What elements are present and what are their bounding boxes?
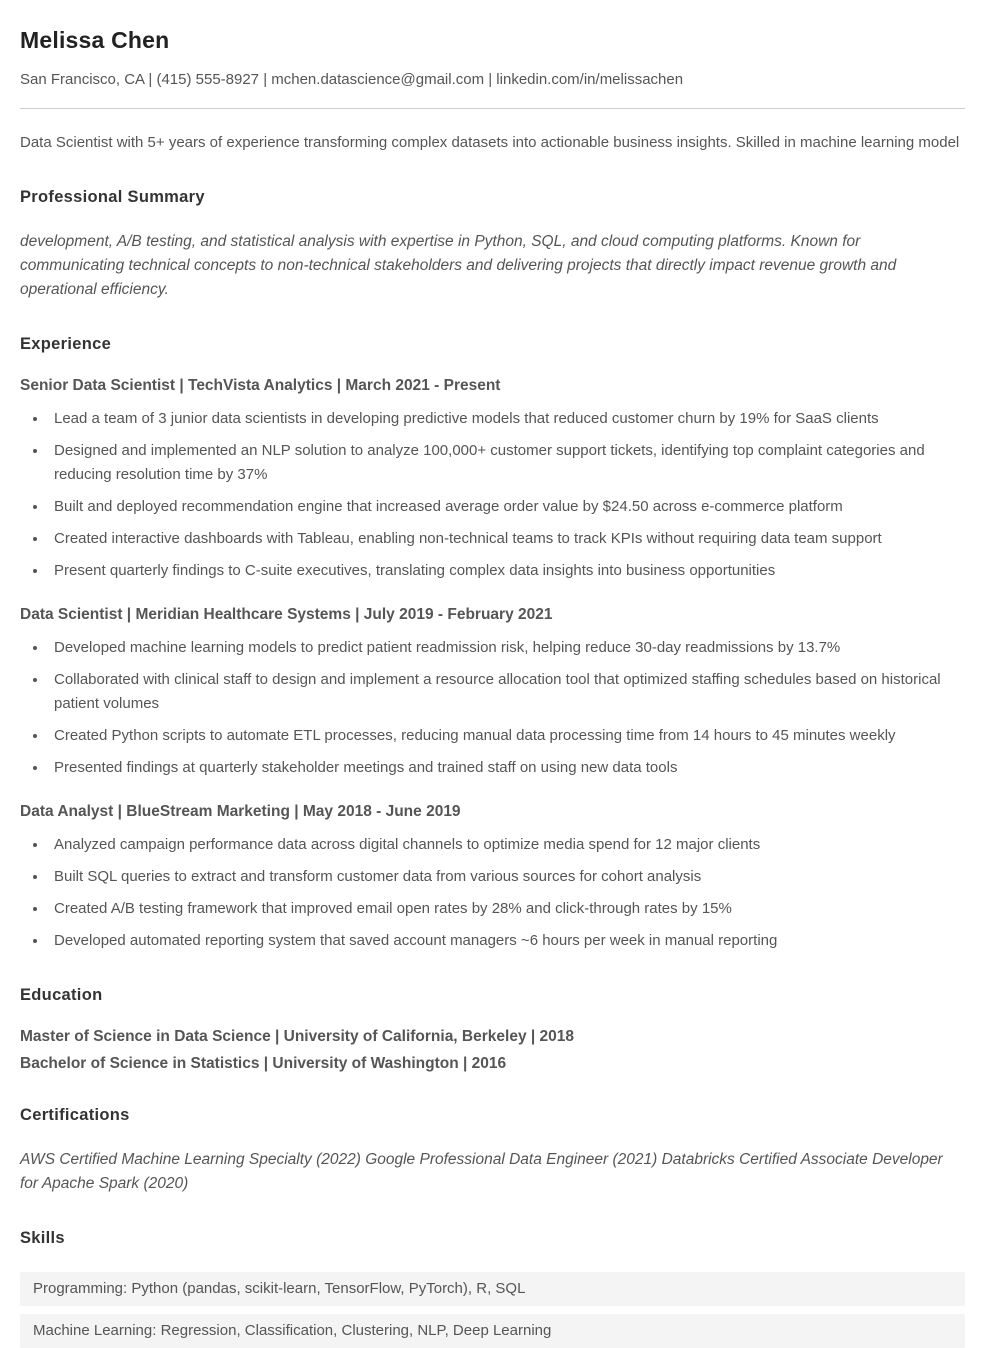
section-title-skills: Skills — [20, 1229, 65, 1247]
section-title-experience: Experience — [20, 335, 112, 353]
job-bullet-list — [20, 407, 965, 583]
job-bullet: • Created Python scripts to automate ETL processes, reducing manual data processing time from 14 hours to 45 minutes weekly — [48, 724, 965, 748]
job-bullet: • Presented findings at quarterly stakeholder meetings and trained staff on using new data tools — [48, 756, 965, 780]
header-divider — [20, 108, 965, 109]
job-heading: Senior Data Scientist | TechVista Analytics | March 2021 - Present — [20, 377, 501, 394]
job-bullet: • Analyzed campaign performance data across digital channels to optimize media spend for 12 major clients — [48, 833, 965, 857]
degree-line: Bachelor of Science in Statistics | University of Washington | 2016 — [20, 1055, 507, 1072]
skills-list — [20, 1272, 965, 1348]
job-bullet: • Built and deployed recommendation engine that increased average order value by $24.50 across e-commerce platform — [48, 495, 965, 519]
section-title-education: Education — [20, 986, 103, 1004]
job-bullet-list — [20, 833, 965, 953]
section-title-certifications: Certifications — [20, 1106, 130, 1124]
contact-info: San Francisco, CA | (415) 555-8927 | mchen.datascience@gmail.com | linkedin.com/in/melissachen — [20, 71, 684, 88]
job-bullet: • Lead a team of 3 junior data scientists in developing predictive models that reduced customer churn by 19% for SaaS clients — [48, 407, 965, 431]
job-bullet-list — [20, 636, 965, 780]
job-bullet: • Developed automated reporting system that saved account managers ~6 hours per week in manual reporting — [48, 929, 965, 953]
job-bullet: • Built SQL queries to extract and transform customer data from various sources for cohort analysis — [48, 865, 965, 889]
job-bullet: • Present quarterly findings to C-suite executives, translating complex data insights into business opportunities — [48, 559, 965, 583]
intro-paragraph: Data Scientist with 5+ years of experience transforming complex datasets into actionable business insights. Skilled in machine learning model — [20, 134, 960, 151]
skill-row: Machine Learning: Regression, Classification, Clustering, NLP, Deep Learning — [20, 1314, 965, 1348]
skill-row: Programming: Python (pandas, scikit-learn, TensorFlow, PyTorch), R, SQL — [20, 1272, 965, 1306]
professional-summary-text: development, A/B testing, and statistical analysis with expertise in Python, SQL, and cloud computing platforms. Known for communicating technical concepts to non-technical stakeholders and delivering projects that directly impact revenue growth and operational efficiency. — [20, 233, 897, 298]
job-bullet: • Designed and implemented an NLP solution to analyze 100,000+ customer support tickets, identifying top complaint categories and reducing resolution time by 37% — [48, 439, 965, 487]
degree-line: Master of Science in Data Science | University of California, Berkeley | 2018 — [20, 1028, 574, 1045]
section-title-professional-summary: Professional Summary — [20, 188, 205, 206]
job-heading: Data Analyst | BlueStream Marketing | May 2018 - June 2019 — [20, 803, 461, 820]
job-heading: Data Scientist | Meridian Healthcare Systems | July 2019 - February 2021 — [20, 606, 553, 623]
job-bullet: • Created interactive dashboards with Tableau, enabling non-technical teams to track KPIs without requiring data team support — [48, 527, 965, 551]
resume-name: Melissa Chen — [20, 27, 170, 53]
job-bullet: • Developed machine learning models to predict patient readmission risk, helping reduce 30-day readmissions by 13.7% — [48, 636, 965, 660]
certifications-text: AWS Certified Machine Learning Specialty (2022) Google Professional Data Engineer (2021) Databricks Certified Associate Developer for Apache Spark (2020) — [20, 1151, 943, 1192]
job-bullet: • Collaborated with clinical staff to design and implement a resource allocation tool that optimized staffing schedules based on historical patient volumes — [48, 668, 965, 716]
job-bullet: • Created A/B testing framework that improved email open rates by 28% and click-through rates by 15% — [48, 897, 965, 921]
